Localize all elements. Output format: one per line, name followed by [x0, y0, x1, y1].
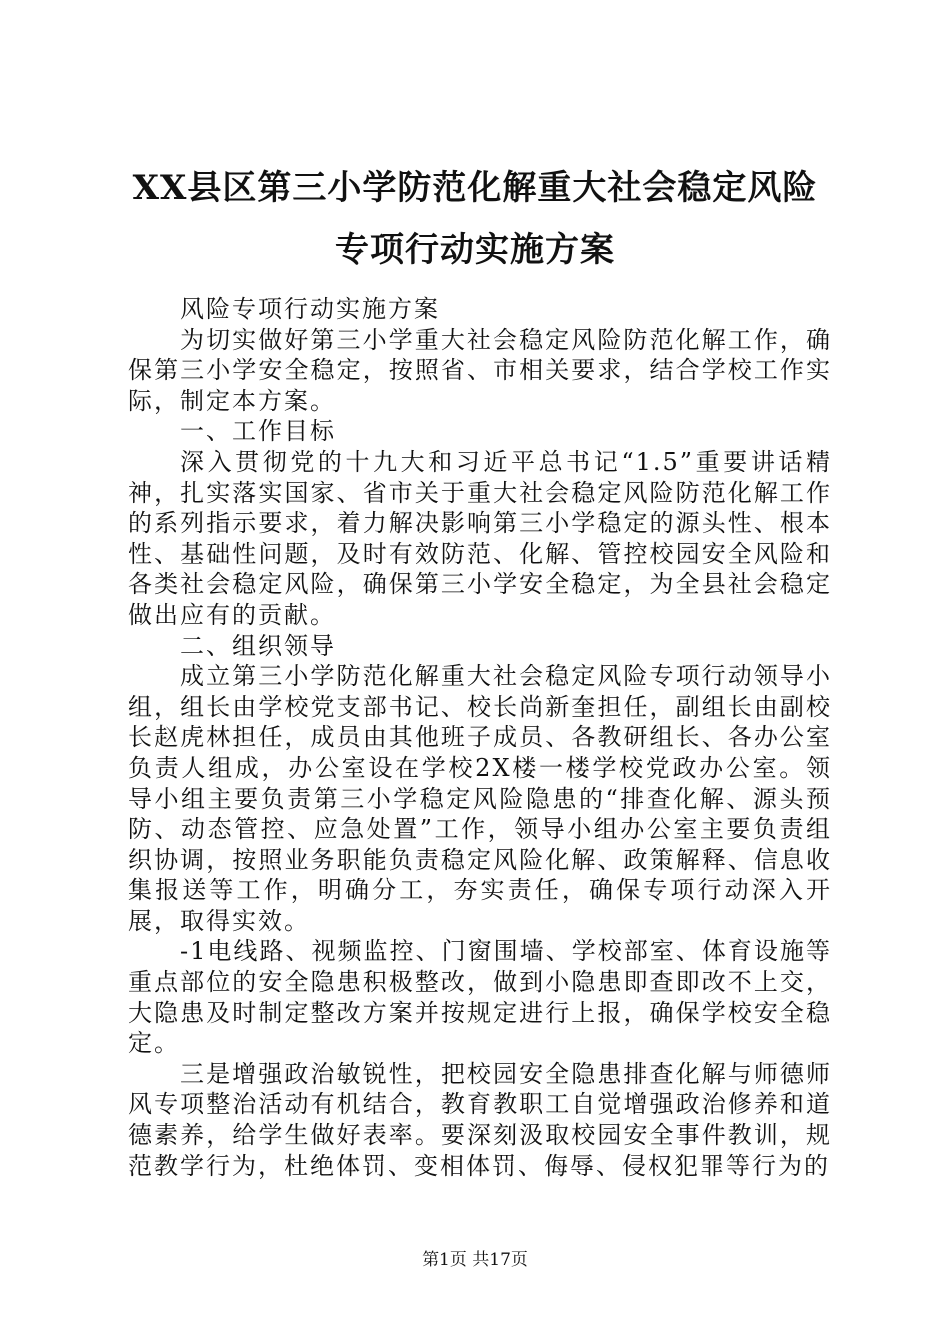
section-heading-goals: 一、工作目标: [180, 417, 336, 446]
paragraph-safety-rectification: -1电线路、视频监控、门窗围墙、学校部室、体育设施等重点部位的安全隐患积极整改，做到小隐患即查即改不上交，大隐患及时制定整改方案并按规定进行上报，确保学校安全稳定。: [128, 937, 832, 1058]
page-number-footer: 第1页 共17页: [422, 1250, 528, 1270]
paragraph-intro: 为切实做好第三小学重大社会稳定风险防范化解工作，确保第三小学安全稳定，按照省、市相关要求，结合学校工作实际，制定本方案。: [128, 325, 832, 415]
document-title-line-2: 专项行动实施方案: [335, 230, 615, 270]
document-title-line-1: XX县区第三小学防范化解重大社会稳定风险: [132, 168, 818, 208]
paragraph-goals: 深入贯彻党的十九大和习近平总书记“1.5”重要讲话精神，扎实落实国家、省市关于重大社会稳定风险防范化解工作的系列指示要求，着力解决影响第三小学稳定的源头性、根本性、基础性问题，及时有效防范、化解、管控校园安全风险和各类社会稳定风险，确保第三小学安全稳定，为全县社会稳定做出应有的贡献。: [128, 447, 832, 629]
paragraph-political-awareness: 三是增强政治敏锐性，把校园安全隐患排查化解与师德师风专项整治活动有机结合，教育教职工自觉增强政治修养和道德素养，给学生做好表率。要深刻汲取校园安全事件教训，规范教学行为，杜绝体罚、变相体罚、侮辱、侵权犯罪等行为的: [128, 1059, 832, 1180]
paragraph-subtitle: 风险专项行动实施方案: [180, 295, 440, 323]
paragraph-leadership: 成立第三小学防范化解重大社会稳定风险专项行动领导小组，组长由学校党支部书记、校长尚新奎担任，副组长由副校长赵虎林担任，成员由其他班子成员、各教研组长、各办公室负责人组成，办公室设在学校2X楼一楼学校党政办公室。领导小组主要负责第三小学稳定风险隐患的“排查化解、源头预防、动态管控、应急处置”工作，领导小组办公室主要负责组织协调，按照业务职能负责稳定风险化解、政策解释、信息收集报送等工作，明确分工，夯实责任，确保专项行动深入开展，取得实效。: [128, 662, 832, 935]
document-body: [128, 294, 832, 1181]
section-heading-leadership: 二、组织领导: [180, 631, 336, 660]
